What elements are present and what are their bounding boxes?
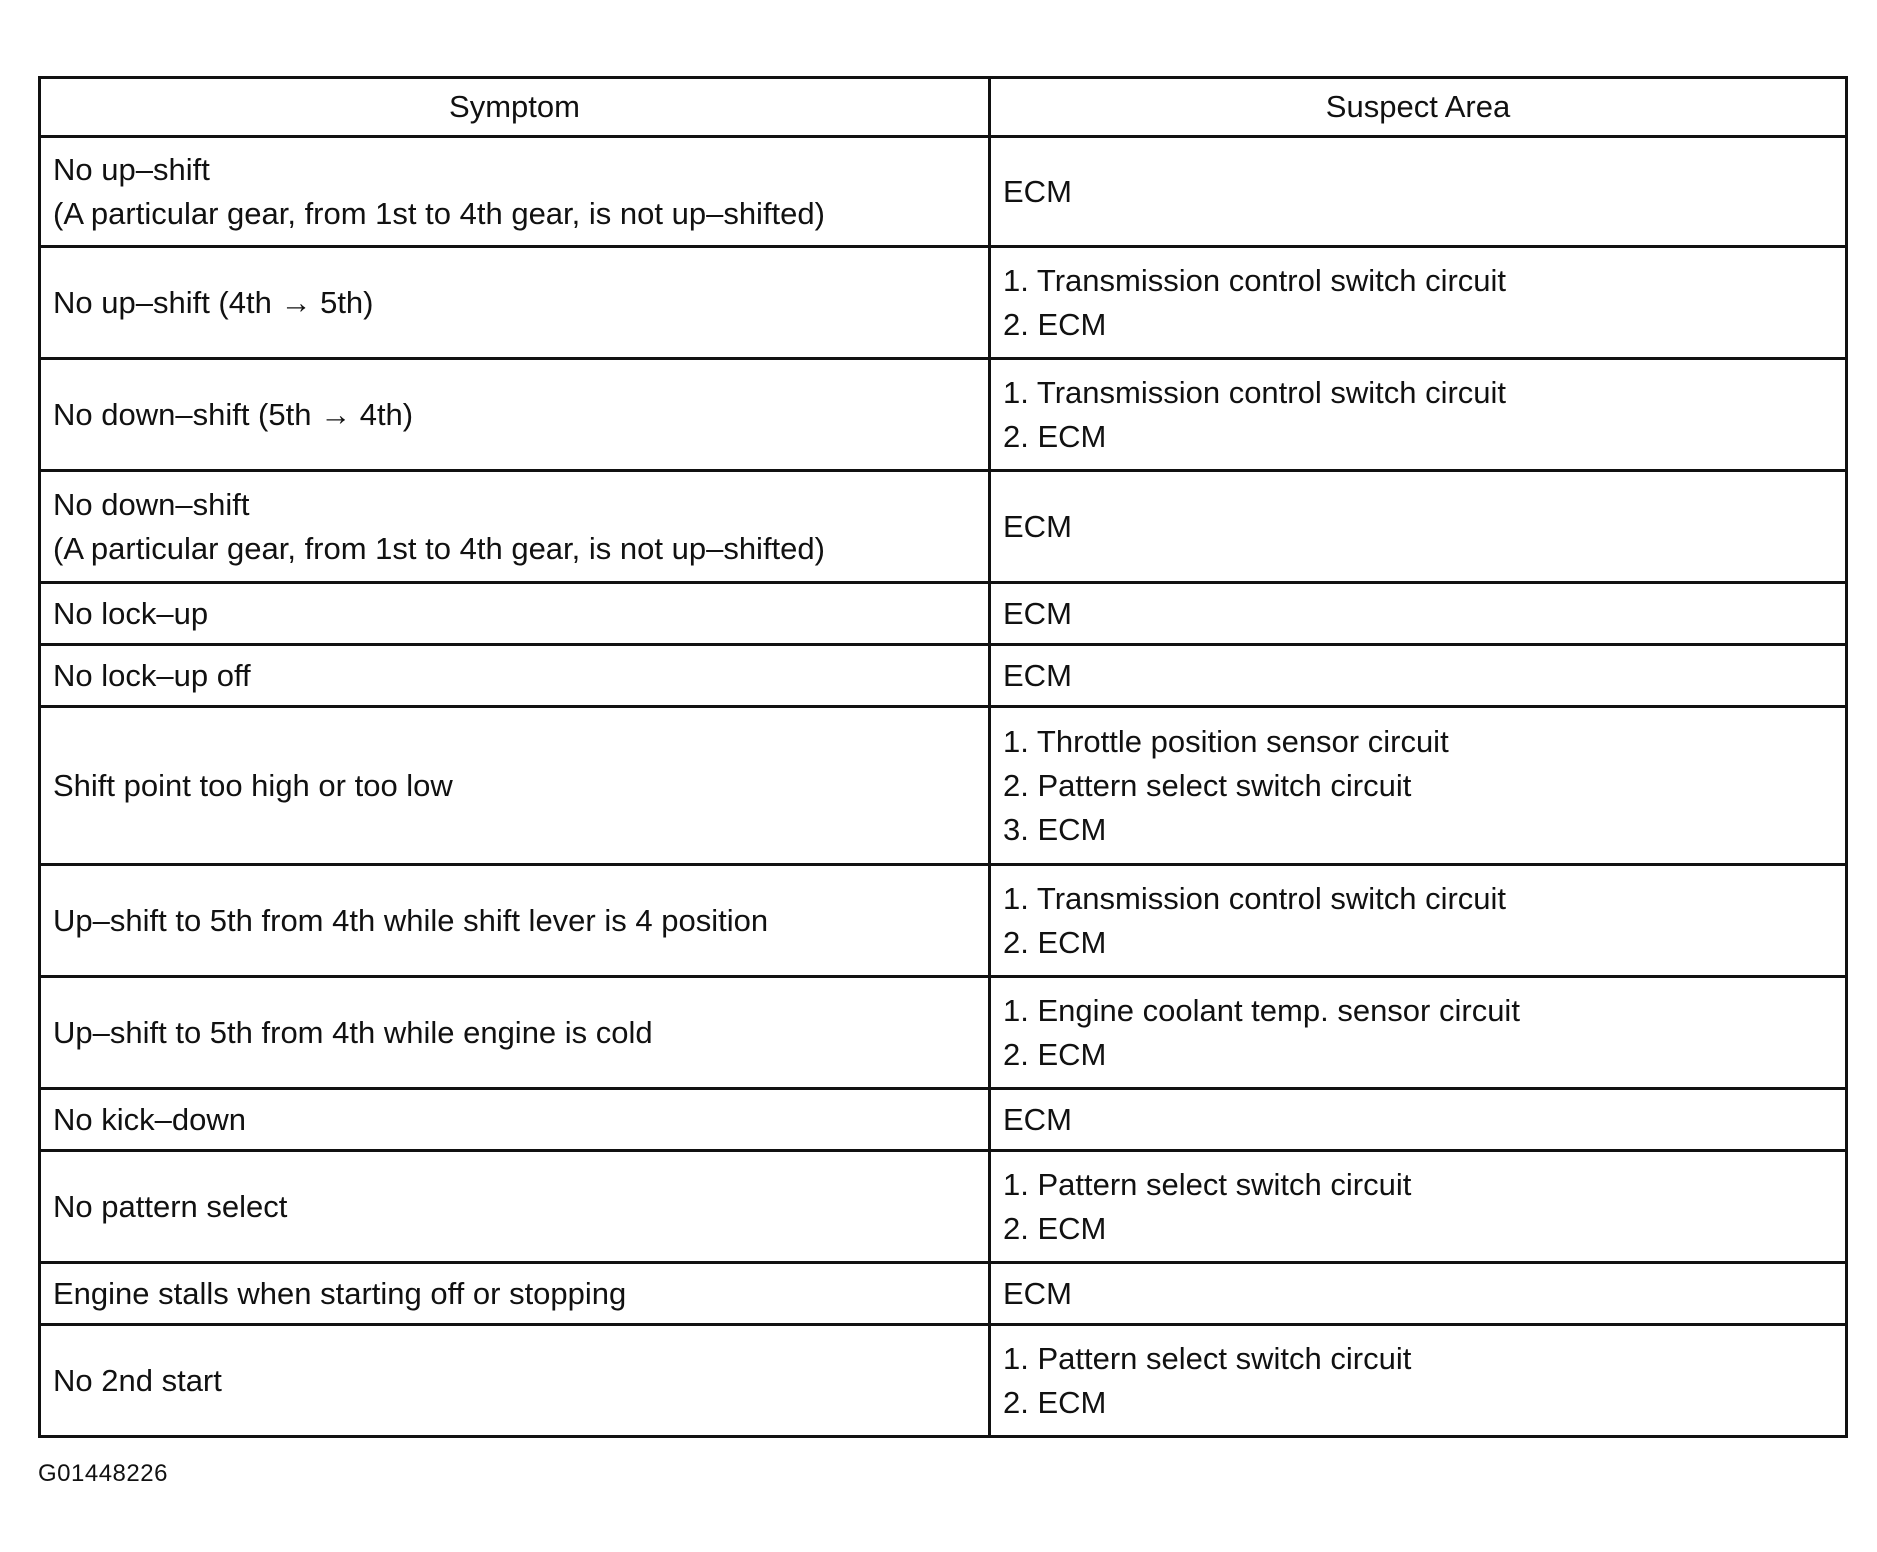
suspect-area-text: 3. ECM xyxy=(1003,811,1107,847)
suspect-area-text: ECM xyxy=(1003,657,1072,693)
suspect-area-cell xyxy=(990,359,1847,471)
table-row xyxy=(40,865,1847,977)
table-row xyxy=(40,645,1847,707)
symptom-cell xyxy=(40,865,990,977)
suspect-area-text: ECM xyxy=(1003,508,1072,544)
header-symptom: Symptom xyxy=(40,78,990,137)
suspect-area-text: 2. ECM xyxy=(1003,924,1107,960)
symptom-text: No kick–down xyxy=(53,1101,246,1137)
table-row xyxy=(40,1151,1847,1263)
symptom-text: Engine stalls when starting off or stopping xyxy=(53,1275,627,1311)
suspect-area-cell xyxy=(990,583,1847,645)
symptom-text: No down–shift (5th → 4th) xyxy=(53,396,414,432)
suspect-area-cell xyxy=(990,1151,1847,1263)
suspect-area-text: 2. ECM xyxy=(1003,1210,1107,1246)
suspect-area-cell xyxy=(990,977,1847,1089)
symptom-cell xyxy=(40,1151,990,1263)
suspect-area-text: 1. Transmission control switch circuit xyxy=(1003,880,1507,916)
suspect-area-cell xyxy=(990,645,1847,707)
suspect-area-cell xyxy=(990,137,1847,247)
header-suspect-area: Suspect Area xyxy=(990,78,1847,137)
table-row xyxy=(40,583,1847,645)
suspect-area-text: 2. Pattern select switch circuit xyxy=(1003,767,1412,803)
symptom-text: No lock–up off xyxy=(53,657,251,693)
symptom-cell xyxy=(40,1263,990,1325)
symptom-cell xyxy=(40,1089,990,1151)
suspect-area-text: 2. ECM xyxy=(1003,306,1107,342)
symptom-cell xyxy=(40,137,990,247)
symptom-table xyxy=(38,76,1848,1438)
suspect-area-cell xyxy=(990,247,1847,359)
table-row xyxy=(40,1089,1847,1151)
suspect-area-text: ECM xyxy=(1003,1275,1072,1311)
suspect-area-text: 1. Transmission control switch circuit xyxy=(1003,374,1507,410)
symptom-text: (A particular gear, from 1st to 4th gear, is not up–shifted) xyxy=(53,530,825,566)
symptom-text: Up–shift to 5th from 4th while engine is cold xyxy=(53,1014,653,1050)
symptom-text: No up–shift (4th → 5th) xyxy=(53,284,374,320)
suspect-area-text: 2. ECM xyxy=(1003,1384,1107,1420)
symptom-text: Up–shift to 5th from 4th while shift lever is 4 position xyxy=(53,902,769,938)
symptom-cell xyxy=(40,471,990,583)
symptom-cell xyxy=(40,583,990,645)
suspect-area-cell xyxy=(990,471,1847,583)
suspect-area-text: 1. Transmission control switch circuit xyxy=(1003,262,1507,298)
table-row xyxy=(40,247,1847,359)
table-row xyxy=(40,471,1847,583)
symptom-text: No up–shift xyxy=(53,151,210,187)
symptom-text: No lock–up xyxy=(53,595,209,631)
suspect-area-cell xyxy=(990,1263,1847,1325)
symptom-cell xyxy=(40,977,990,1089)
symptom-text: No 2nd start xyxy=(53,1362,222,1398)
symptom-cell xyxy=(40,707,990,865)
suspect-area-text: ECM xyxy=(1003,173,1072,209)
table-row xyxy=(40,359,1847,471)
symptom-text: (A particular gear, from 1st to 4th gear, is not up–shifted) xyxy=(53,195,825,231)
symptom-cell xyxy=(40,359,990,471)
table-row xyxy=(40,1263,1847,1325)
table-row xyxy=(40,1325,1847,1437)
table-body xyxy=(40,137,1847,1437)
suspect-area-text: 2. ECM xyxy=(1003,418,1107,454)
symptom-text: No down–shift xyxy=(53,486,250,522)
suspect-area-cell xyxy=(990,1089,1847,1151)
suspect-area-text: 1. Throttle position sensor circuit xyxy=(1003,723,1449,759)
suspect-area-cell xyxy=(990,865,1847,977)
symptom-cell xyxy=(40,247,990,359)
symptom-text: No pattern select xyxy=(53,1188,288,1224)
symptom-cell xyxy=(40,1325,990,1437)
suspect-area-text: 2. ECM xyxy=(1003,1036,1107,1072)
table-row xyxy=(40,137,1847,247)
suspect-area-text: 1. Pattern select switch circuit xyxy=(1003,1166,1412,1202)
table-row xyxy=(40,977,1847,1089)
suspect-area-cell xyxy=(990,1325,1847,1437)
symptom-text: Shift point too high or too low xyxy=(53,767,453,803)
suspect-area-text: 1. Engine coolant temp. sensor circuit xyxy=(1003,992,1520,1028)
suspect-area-text: ECM xyxy=(1003,1101,1072,1137)
suspect-area-text: ECM xyxy=(1003,595,1072,631)
table-header-row xyxy=(40,78,1847,137)
symptom-cell xyxy=(40,645,990,707)
suspect-area-cell xyxy=(990,707,1847,865)
table-row xyxy=(40,707,1847,865)
figure-id: G01448226 xyxy=(38,1460,168,1487)
suspect-area-text: 1. Pattern select switch circuit xyxy=(1003,1340,1412,1376)
